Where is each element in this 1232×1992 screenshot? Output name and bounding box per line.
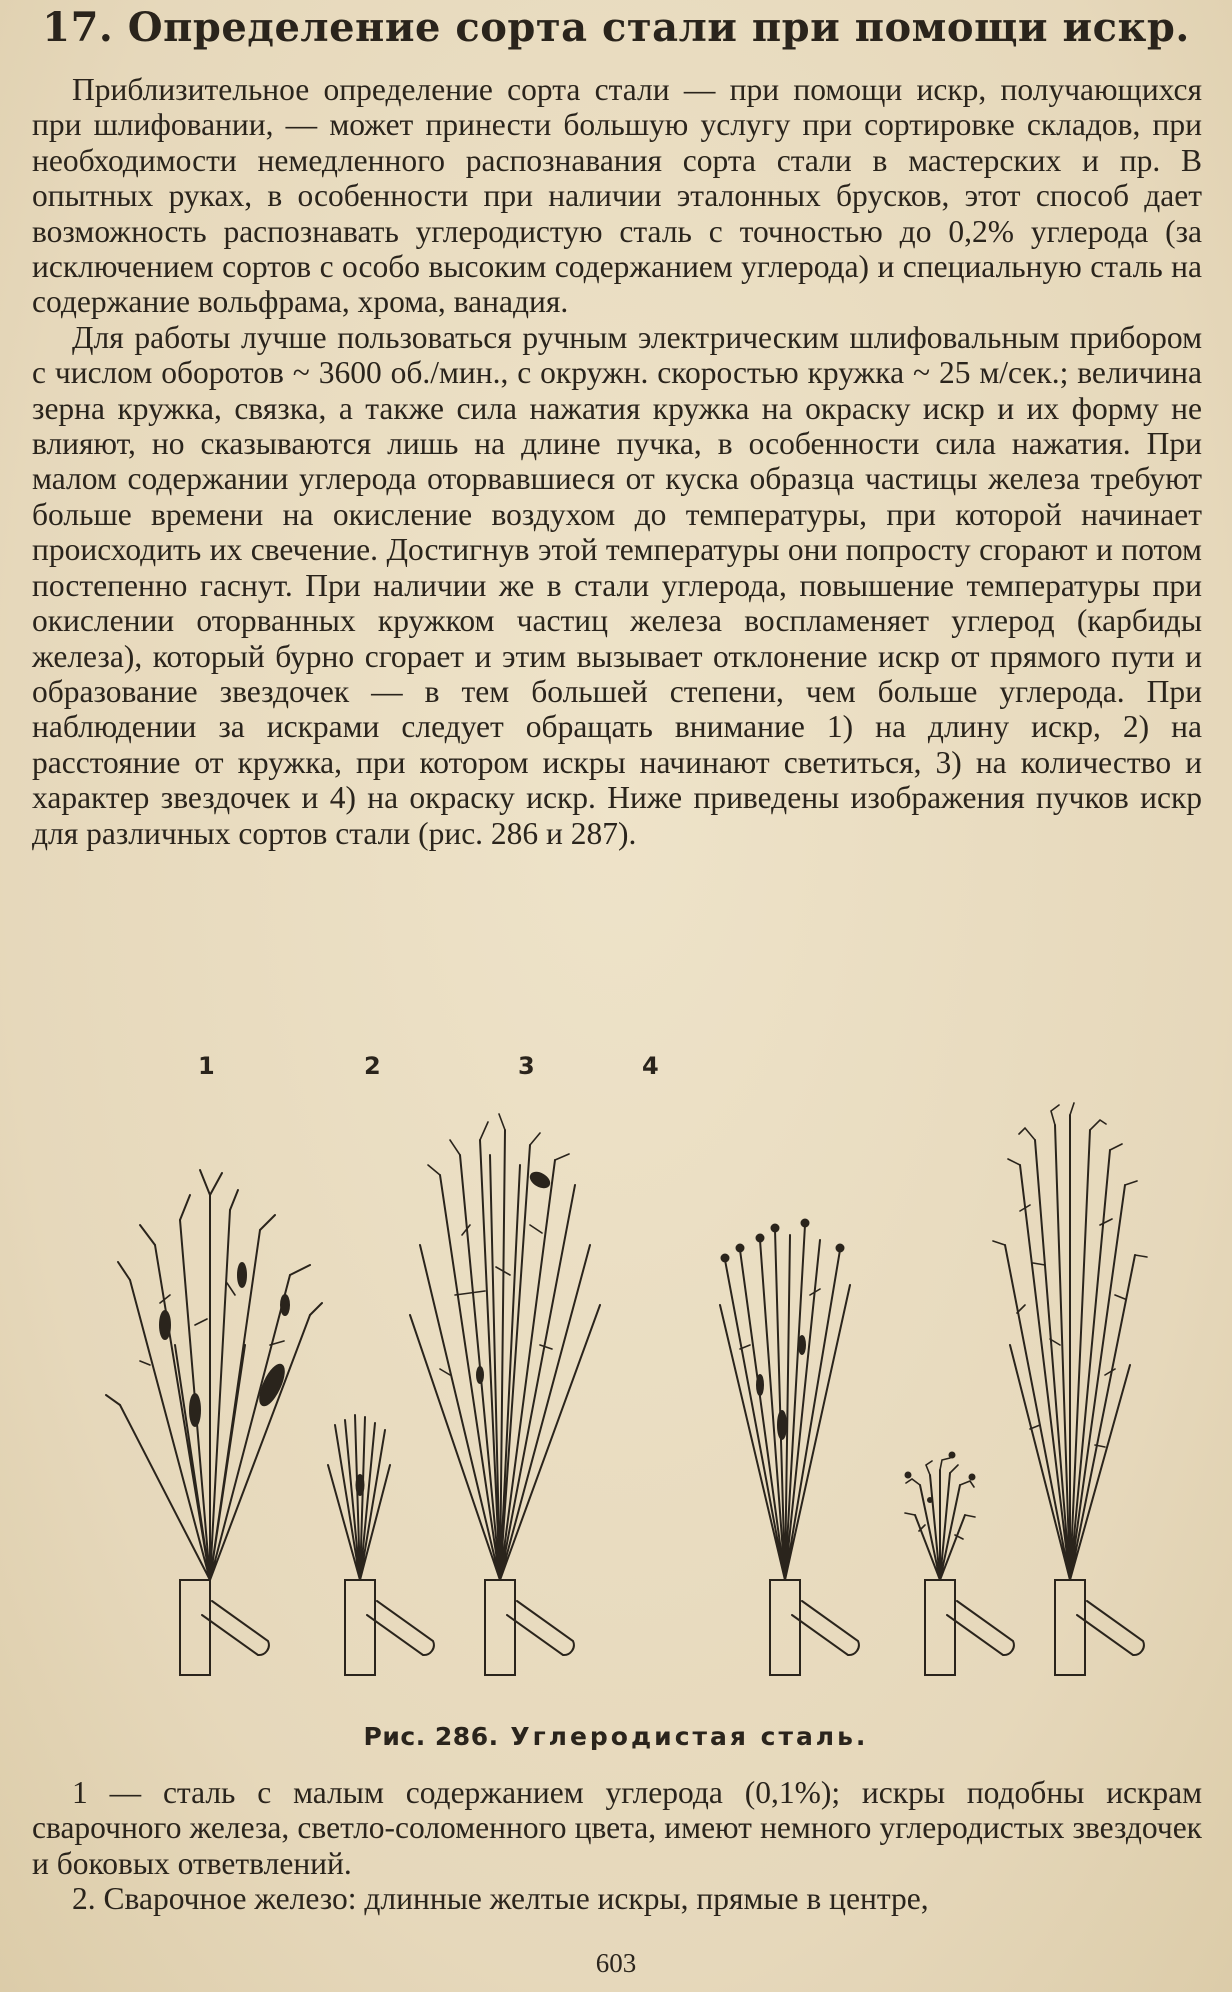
caption-label: Рис. 286. [363,1722,499,1751]
section-heading: 17. Определение сорта стали при помощи искр. [42,4,1190,51]
spark-bundle-4a [720,1220,859,1676]
note-1: 1 — сталь с малым содержанием углерода (0,1%); искры подобны искрам сварочного железа, светло-соломенного цвета, имеют немного углеродистых звездочек и боковых ответвлений. [32,1775,1202,1881]
body-text [32,72,1202,851]
note-2: 2. Сварочное железо: длинные желтые искры, прямые в центре, [72,1881,929,1917]
figure-number-3: 3 [518,1052,535,1080]
spark-bundle-4c [993,1103,1147,1675]
spark-bundle-1 [106,1170,322,1675]
paragraph-2: Для работы лучше пользоваться ручным электрическим шлифовальным прибором с числом оборотов ~ 3600 об./мин., с окружн. скоростью кружка ~ 25 м/сек.; величина зерна кружка, связка, а также сила нажатия кружка на окраску искр и их форму не влияют, но сказываются лишь на длине пучка, в особенности сила нажатия. При малом содержании углерода оторвавшиеся от куска образца частицы железа требуют больше времени на окисление воздухом до температуры, при которой начинает происходить их свечение. Достигнув этой температуры они попросту сгорают и потом постепенно гаснут. При наличии же в стали углерода, повышение температуры при окислении оторванных кружком частиц железа воспламеняет углерод (карбиды железа), который бурно сгорает и этим вызывает отклонение искр от прямого пути и образование звездочек — в тем большей степени, чем больше углерода. При наблюдении за искрами следует обращать внимание 1) на длину искр, 2) на расстояние от кружка, при котором искры начинают светиться, 3) на количество и характер звездочек и 4) на окраску искр. Ниже приведены изображения пучков искр для различных сортов стали (рис. 286 и 287). [32,319,1202,851]
figure-number-1: 1 [198,1052,215,1080]
figure-number-4: 4 [642,1052,659,1080]
spark-bundle-2 [328,1415,434,1675]
spark-illustration [60,1045,1160,1685]
figure-notes [32,1775,1202,1917]
caption-text: Углеродистая сталь. [510,1722,869,1751]
spark-bundle-3 [410,1114,600,1675]
figure-caption [0,1722,1232,1751]
figure-number-2: 2 [364,1052,381,1080]
page-number: 603 [595,1948,637,1978]
spark-bundle-4b [905,1453,1014,1676]
paragraph-1: Приблизительное определение сорта стали — при помощи искр, получающихся при шлифовании, — может принести большую услугу при сортировке складов, при необходимости немедленного распознавания сорта стали в мастерских и пр. В опытных руках, в особенности при наличии эталонных брусков, этот способ дает возможность распознавать углеродистую сталь с точностью до 0,2% углерода (за исключением сортов с особо высоким содержанием углерода) и специальную сталь на содержание вольфрама, хрома, ванадия. [32,72,1202,320]
